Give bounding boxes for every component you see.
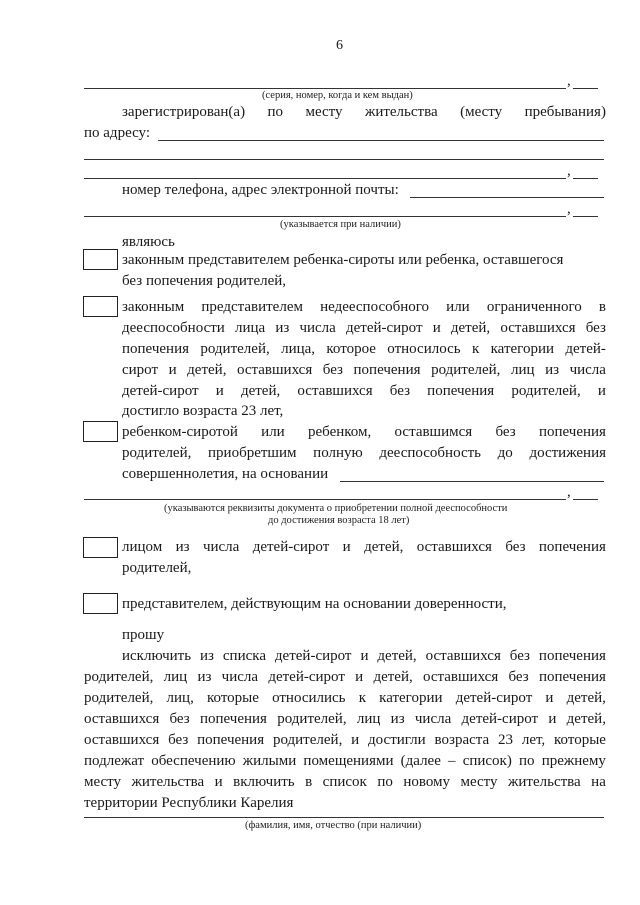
request-line-3 (84, 689, 606, 707)
word: из (275, 320, 290, 336)
word: и (342, 539, 351, 555)
request-line-6 (84, 752, 606, 770)
word: детей, (566, 690, 606, 706)
word: дееспособность (379, 445, 482, 461)
word: к (471, 341, 480, 357)
checkbox-option-5[interactable] (83, 593, 118, 614)
word: из (175, 539, 190, 555)
request-line-7 (84, 773, 606, 791)
word: (месту (460, 104, 503, 120)
word: детей-сирот (461, 711, 539, 727)
word: детей, (240, 383, 281, 399)
fio-field-line[interactable] (84, 817, 604, 818)
word: лет, (521, 732, 546, 748)
word: лиц (163, 669, 188, 685)
word: детей-сирот (252, 539, 330, 555)
being-label: являюсь (122, 234, 175, 250)
word: и (360, 648, 369, 664)
word: родителей, (431, 362, 501, 378)
word: относилось (387, 341, 461, 357)
comma: , (567, 73, 571, 89)
word: по (267, 104, 284, 120)
checkbox-option-3[interactable] (83, 421, 118, 442)
word: родителей, (122, 445, 192, 461)
word: числа (299, 320, 336, 336)
word: оставшихся (425, 648, 501, 664)
word: месту (84, 774, 122, 790)
word: по (519, 753, 535, 769)
word: включить (233, 774, 295, 790)
basis-field-line-2[interactable] (84, 499, 566, 500)
word: детей-сирот (345, 320, 423, 336)
phone-label: номер телефона, адрес электронной почты: (122, 182, 399, 198)
word: список (322, 774, 367, 790)
checkbox-option-1[interactable] (83, 249, 118, 270)
word: новому (403, 774, 451, 790)
word: дееспособности (122, 320, 225, 336)
word: без (495, 424, 516, 440)
word: без (509, 648, 530, 664)
word: без (585, 320, 606, 336)
option-3-line-2 (122, 444, 606, 462)
word: до (497, 445, 513, 461)
word: по (377, 774, 393, 790)
word: списка (222, 648, 266, 664)
word: пребывания) (524, 104, 606, 120)
word: детей-сирот (274, 648, 352, 664)
word: детей-сирот (122, 383, 199, 399)
word: зарегистрирован(а) (122, 104, 246, 120)
page-number: 6 (336, 38, 343, 53)
word: месту (460, 774, 498, 790)
checkbox-option-4[interactable] (83, 537, 118, 558)
word: подлежат (84, 753, 145, 769)
word: числа (221, 669, 259, 685)
word: ребенком-сиротой (122, 424, 238, 440)
word: попечения (538, 424, 606, 440)
word: детей, (364, 539, 404, 555)
request-line-1 (122, 647, 606, 665)
word: категории (379, 690, 443, 706)
word: родителей, (84, 669, 154, 685)
option-4-line-1 (122, 538, 606, 556)
word: из (390, 711, 405, 727)
word: и (215, 383, 224, 399)
option-2-line-6: достигло возраста 23 лет, (122, 403, 284, 419)
word: ограниченного (486, 299, 582, 315)
word: жительства (364, 104, 438, 120)
word: из (200, 648, 214, 664)
word: к (358, 690, 366, 706)
request-line-2 (84, 668, 606, 686)
hint-basis-1: (указываются реквизиты документа о приобретении полной дееспособности (164, 503, 508, 514)
phone-field-line-2-tail[interactable] (573, 216, 598, 217)
word: законным (122, 299, 185, 315)
phone-field-line-2[interactable] (84, 216, 566, 217)
request-line-4 (84, 710, 606, 728)
passport-field-line[interactable] (84, 88, 566, 89)
word: оставшихся (416, 539, 492, 555)
word: попечения (122, 341, 189, 357)
word: детей-сирот (268, 669, 345, 685)
word: родителей, (277, 711, 347, 727)
word: лиц (356, 711, 381, 727)
word: попечения (538, 669, 606, 685)
word: или (446, 299, 470, 315)
word: обеспечению (151, 753, 236, 769)
word: представителем (201, 299, 303, 315)
word: и (214, 774, 223, 790)
word: помещениями (303, 753, 394, 769)
address-field-line-1[interactable] (158, 140, 604, 141)
registered-line (122, 103, 606, 121)
word: лиц, (166, 690, 194, 706)
word: из (545, 362, 560, 378)
word: числа (569, 362, 606, 378)
word: без (169, 711, 190, 727)
word: без (322, 362, 343, 378)
option-1-line-1: законным представителем ребенка-сироты или ребенка, оставшегося (122, 252, 564, 268)
word: оставшихся (84, 732, 160, 748)
word: которые (554, 732, 606, 748)
hint-basis-2: до достижения возраста 18 лет) (268, 515, 410, 526)
word: родителей, (272, 732, 343, 748)
word: (далее (400, 753, 441, 769)
comma: , (567, 163, 571, 179)
word: лица (234, 320, 266, 336)
word: достигли (368, 732, 426, 748)
hint-fio: (фамилия, имя, отчество (при наличии) (245, 820, 422, 831)
word: из (197, 669, 212, 685)
option-2-line-5 (122, 382, 606, 400)
option-3-line-1 (122, 423, 606, 441)
word: оставшихся (297, 383, 373, 399)
word: или (261, 424, 285, 440)
option-5-line-1: представителем, действующим на основании доверенности, (122, 596, 507, 612)
address-field-line-3-tail[interactable] (573, 178, 598, 179)
word: – (448, 753, 456, 769)
word: без (505, 539, 526, 555)
request-word: прошу (122, 627, 165, 643)
word: возраста (434, 732, 490, 748)
option-4-line-2: родителей, (122, 560, 192, 576)
option-2-line-4 (122, 361, 606, 379)
word: и (545, 690, 554, 706)
word: которые (206, 690, 259, 706)
phone-field-line-1[interactable] (410, 197, 604, 198)
address-label: по адресу: (84, 125, 151, 141)
word: исключить (122, 648, 192, 664)
word: без (508, 669, 529, 685)
word: родителей, (511, 383, 581, 399)
word: оставшихся (423, 669, 499, 685)
word: без (168, 732, 189, 748)
passport-field-line-tail[interactable] (573, 88, 598, 89)
option-1-line-2: без попечения родителей, (122, 273, 287, 289)
basis-field-line-1[interactable] (340, 481, 604, 482)
word: жительства (131, 774, 205, 790)
word: лицом (122, 539, 163, 555)
word: родителей, (84, 690, 154, 706)
word: лиц (510, 362, 535, 378)
word: лица, (281, 341, 316, 357)
word: прежнему (541, 753, 606, 769)
comma: , (567, 484, 571, 500)
word: детей, (187, 362, 227, 378)
option-2-line-3 (122, 340, 606, 358)
word: месту (305, 104, 343, 120)
word: в (305, 774, 313, 790)
word: 23 (498, 732, 514, 748)
word: оставшимся (394, 424, 473, 440)
word: попечения (538, 539, 606, 555)
word: детей, (566, 711, 606, 727)
word: достижения (529, 445, 606, 461)
hint-if-any: (указывается при наличии) (280, 219, 401, 230)
word: попечения (427, 383, 495, 399)
word: попечения (353, 362, 421, 378)
word: недееспособного (320, 299, 430, 315)
word: список) (462, 753, 512, 769)
request-line-8: территории Республики Карелия (84, 795, 294, 811)
word: которое (326, 341, 376, 357)
option-2-line-1 (122, 298, 606, 316)
word: детей- (565, 341, 606, 357)
word: попечения (199, 711, 267, 727)
option-2-line-2 (122, 319, 606, 337)
word: числа (202, 539, 240, 555)
word: детей, (373, 669, 413, 685)
word: сирот (122, 362, 159, 378)
word: без (389, 383, 410, 399)
word: родителей, (200, 341, 270, 357)
word: и (548, 711, 557, 727)
word: и (597, 383, 606, 399)
word: жилыми (242, 753, 297, 769)
word: жительства (508, 774, 581, 790)
checkbox-option-2[interactable] (83, 296, 118, 317)
word: оставшихся (84, 711, 160, 727)
word: ребенком, (308, 424, 372, 440)
word: и (351, 732, 360, 748)
word: на (591, 774, 606, 790)
word: и (355, 669, 364, 685)
word: попечения (538, 648, 606, 664)
request-line-5 (84, 731, 606, 749)
word: приобретшим (208, 445, 297, 461)
address-field-line-2[interactable] (84, 159, 604, 160)
address-field-line-3[interactable] (84, 178, 566, 179)
word: детей-сирот (455, 690, 533, 706)
word: и (168, 362, 177, 378)
word: относились (272, 690, 346, 706)
word: категории (490, 341, 555, 357)
word: попечения (197, 732, 265, 748)
option-3-line-3: совершеннолетия, на основании (122, 466, 329, 482)
word: детей, (450, 320, 491, 336)
hint-passport: (серия, номер, когда и кем выдан) (262, 90, 413, 101)
word: оставшихся (237, 362, 313, 378)
word: полную (313, 445, 363, 461)
word: в (598, 299, 606, 315)
word: детей, (377, 648, 417, 664)
comma: , (567, 201, 571, 217)
word: числа (414, 711, 452, 727)
word: и (432, 320, 441, 336)
word: оставшихся (500, 320, 576, 336)
basis-field-line-2-tail[interactable] (573, 499, 598, 500)
